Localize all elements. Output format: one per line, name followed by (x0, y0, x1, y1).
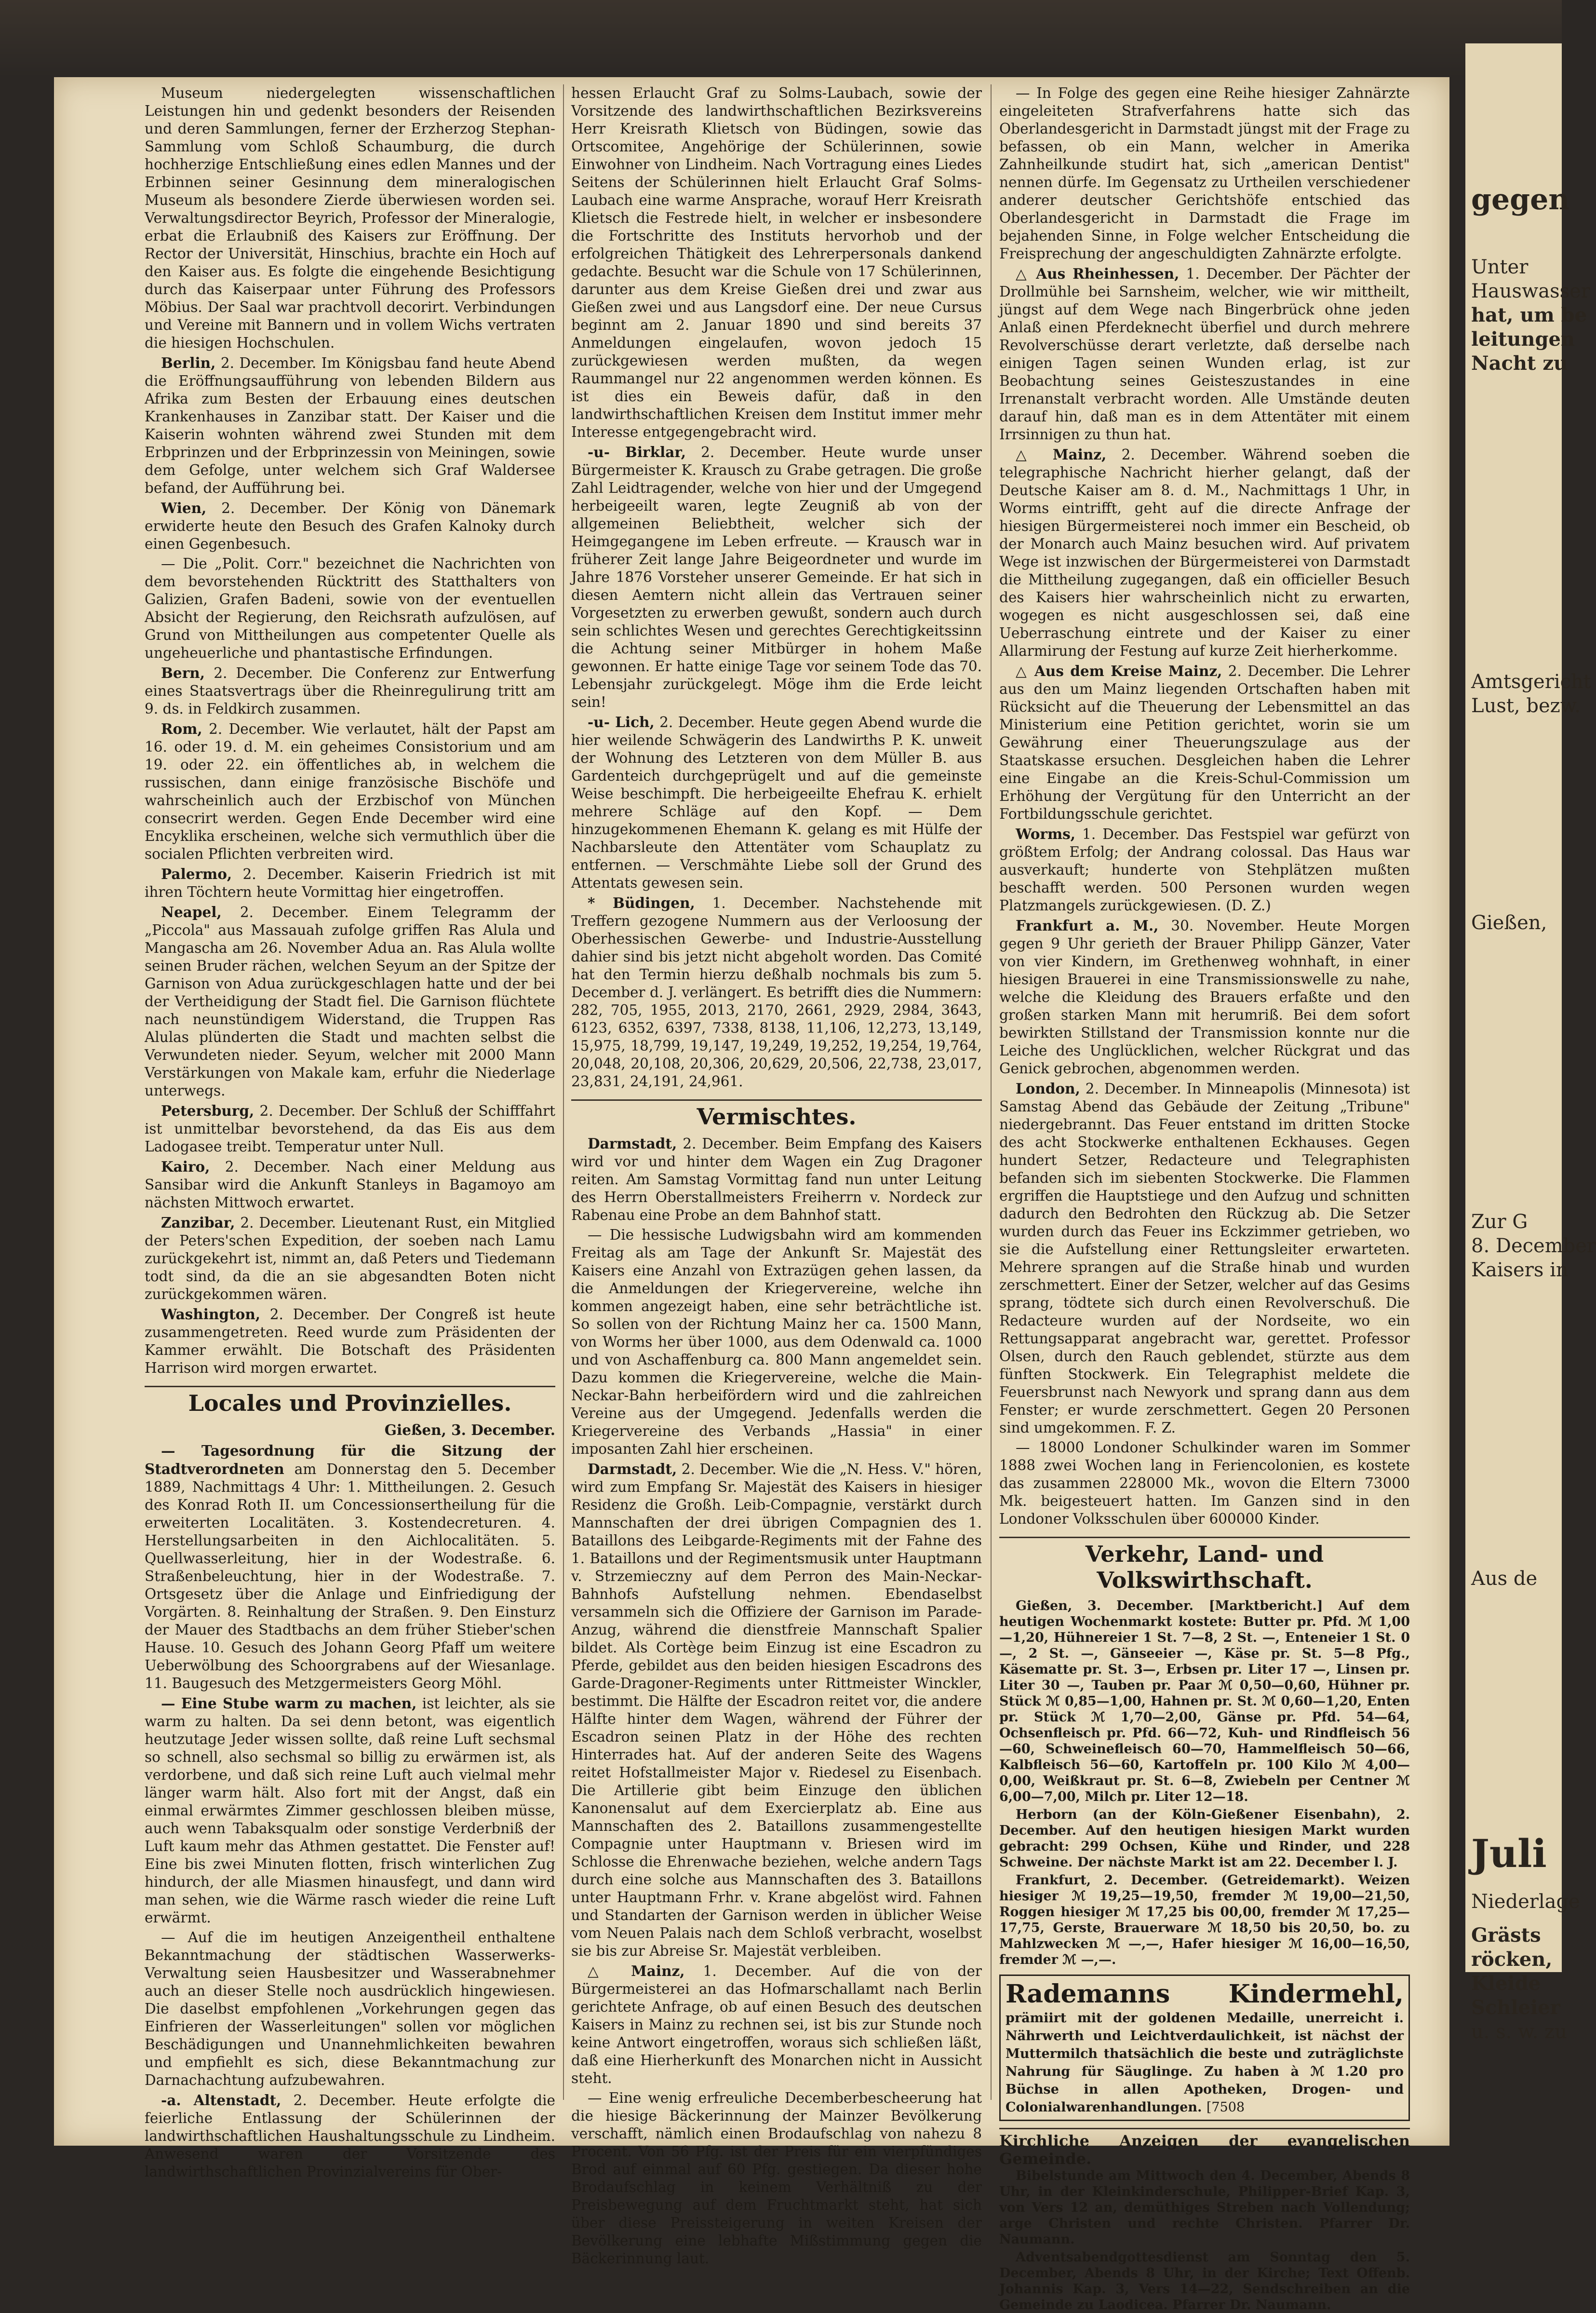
news-text: 1. December. Nachstehende mit Treffern gezogene Nummern aus der Verloosung der Oberhessischen Gewerbe- und Industrie-Ausstellung dahier sind bis jetzt nicht abgeholt worden. Das Comité hat den Termin hierzu deßhalb nochmals bis zum 5. December d. J. verlängert. Es betrifft dies die Nummern: 282, 705, 1955, 2013, 2170, 2661, 2929, 2984, 3643, 6123, 6352, 6397, 7338, 8138, 11,106, 12,273, 13,149, 15,975, 18,799, 19,147, 19,249, 19,252, 19,254, 19,764, 20,048, 20,108, 20,306, 20,629, 20,506, 22,738, 23,017, 23,831, 24,191, 24,961. (571, 895, 982, 1090)
market-report-giessen: Gießen, 3. December. [Marktbericht.] Auf dem heutigen Wochenmarkt kostete: Butter pr. Pfd. ℳ 1,00—1,20, Hühnereier 1 St. 7—8, 2 St. —, Enteneier 1 St. 0—, 2 St. —, Gänseeier —, Käse pr. St. 5—8 Pfg., Käsematte pr. St. 3—, Erbsen pr. Liter 17 —, Linsen pr. Liter 30 —, Tauben pr. Paar ℳ 0,50—0,60, Hühner pr. Stück ℳ 0,85—1,00, Hahnen pr. St. ℳ 0,60—1,20, Enten pr. Stück ℳ 1,70—2,00, Gänse pr. Pfd. 54—64, Ochsenfleisch pr. Pfd. 66—72, Kuh- und Rindfleisch 56—60, Schweinefleisch 60—70, Hammelfleisch 50—66, Kalbfleisch 56—60, Kartoffeln pr. 100 Kilo ℳ 4,00—0,00, Weißkraut pr. St. 6—8, Zwiebeln per Centner ℳ 6,00—7,00, Milch pr. Liter 12—18. (999, 1598, 1410, 1804)
dateline: Berlin, (161, 354, 216, 371)
news-text: 2. December. In Minneapolis (Minnesota) ist Samstag Abend das Gebäude der Zeitung „Tribune" niedergebrannt. Das Feuer entstand im dritten Stocke des acht Stockwerke enthaltenen Eckhauses. Gegen hundert Setzer, Redacteure und Telegraphisten befanden sich im siebenten Stockwerke. Die Flammen ergriffen die Hauptstiege und den Aufzug und schnitten dadurch den Bedrohten den Rückzug ab. Die Setzer wurden durch das Feuer ins Eckzimmer getrieben, wo sie die Aufstellung einer Rettungsleiter erwarteten. Mehrere sprangen auf die Straße hinab und wurden zerschmettert. Einer der Setzer, welcher auf das Gesims sprang, tödtete sich durch einen Revolverschuß. Die Redacteure wurden auf der Nordseite, wo ein Rettungsapparat angebracht war, gerettet. Professor Olsen, durch den Rauch geblendet, stürzte aus dem fünften Stockwerk. Ein Telegraphist meldete die Feuersbrunst nach Newyork und sprang dann aus dem Fenster; er wurde zerschmettert. Gegen 20 Personen sind umgekommen. (999, 1081, 1410, 1436)
news-berlin (145, 354, 555, 497)
dateline: △ Aus Rheinhessen, (1016, 265, 1180, 282)
section-heading-verkehr: Verkehr, Land- und Volkswirthschaft. (999, 1537, 1410, 1593)
news-petersburg (145, 1102, 555, 1156)
news-altenstadt (145, 2091, 555, 2181)
dateline: Frankfurt a. M., (1016, 917, 1159, 934)
news-darmstadt-1 (571, 1135, 982, 1224)
news-stube (145, 1694, 555, 1927)
column-1 (145, 84, 555, 2180)
news-darmstadt-2 (571, 1460, 982, 1960)
paragraph: Museum niedergelegten wissenschaftlichen Leistungen hin und gedenkt besonders der Reisenden und deren Sammlungen, ferner der Erzherzog Stephan-Sammlung vom Schloß Schaumburg, die durch hochherzige Entschließung eines edlen Mannes und der Erbinnen seiner Gesinnung dem mineralogischen Museum als besondere Zierde überwiesen worden sei. Verwaltungsdirector Beyrich, Professor der Mineralogie, erbat die Erlaubniß des Kaisers zur Eröffnung. Der Rector der Universität, Hinschius, brachte ein Hoch auf den Kaiser aus. Es folgte die eingehende Besichtigung durch das Kaiserpaar unter Führung des Professors Möbius. Der Saal war prachtvoll decorirt. Verbindungen und Vereine mit Bannern und in vollem Wichs vertraten die hiesigen Hochschulen. (145, 85, 555, 351)
news-rom (145, 720, 555, 863)
news-birklar (571, 443, 982, 711)
news-mainz-1 (571, 1962, 982, 2087)
book-edge (0, 0, 1562, 77)
dateline: * Büdingen, (588, 894, 695, 911)
ad-text: prämiirt mit der goldenen Medaille, unerreicht i. Nährwerth und Leichtverdaulichkeit, ist nächst der Muttermilch thatsächlich die beste und zuträglichste Nahrung für Säuglinge. Zu haben à ℳ 1.20 pro Büchse in allen Apotheken, Drogen- und Colonialwarenhandlungen. (1006, 2011, 1404, 2115)
fragment: Kleide (1471, 1972, 1541, 1995)
column-2 (571, 84, 982, 2267)
news-text: 2. December. Heute wurde unser Bürgermeister K. Krausch zu Grabe getragen. Die große Zahl Leidtragender, welche von hier und der Umgegend herbeigeeilt waren, legte Zeugniß ab von der allgemeinen Beliebtheit, welcher sich der Heimgegangene im Leben erfreute. — Krausch war in früherer Zeit lange Jahre Beigeordneter und wurde im Jahre 1876 Vorsteher unserer Gemeinde. Er hat sich in diesen Aemtern nicht allein das Vertrauen seiner Vorgesetzten zu erwerben gewußt, sondern auch durch sein schlichtes Wesen und gerechtes Gerechtigkeitssinn die Achtung seiner Mitbürger in hohem Maße gewonnen. Er hatte einige Tage vor seinem Tode das 70. Lebensjahr zurückgelegt. Möge ihm die Erde leicht sein! (571, 444, 982, 710)
news-text: 2. December. Kaiserin Friedrich ist mit ihren Töchtern heute Vormittag hier eingetroffen. (145, 866, 555, 900)
market-report-herborn: Herborn (an der Köln-Gießener Eisenbahn), 2. December. Auf den heutigen hiesigen Markt wurden gebracht: 299 Ochsen, Kühe und Rinder, und 228 Schweine. Der nächste Markt ist am 22. December l. J. (999, 1807, 1410, 1870)
fragment: Nacht zu (1471, 352, 1568, 375)
section-heading-locales: Locales und Provinzielles. (145, 1386, 555, 1416)
news-neapel (145, 903, 555, 1100)
fragment: Unter (1471, 256, 1529, 278)
fragment: Aus de (1471, 1568, 1538, 1590)
market-report-frankfurt: Frankfurt, 2. December. (Getreidemarkt). Weizen hiesiger ℳ 19,25—19,50, fremder ℳ 19,00—21,50, Roggen hiesiger ℳ 17,25 bis 00,00, fremder ℳ 17,25—17,75, Gerste, Brauerware ℳ 18,50 bis 20,50, bo. zu Mahlzwecken ℳ —,—, Hafer hiesiger ℳ 16,00—16,50, fremder ℳ —,—. (999, 1873, 1410, 1967)
dateline: -a. Altenstadt, (161, 2092, 282, 2109)
fragment: Niederlage (1471, 1891, 1580, 1913)
news-zanzibar (145, 1214, 555, 1303)
news-kreis-mainz (999, 662, 1410, 823)
news-text: 30. November. Heute Morgen gegen 9 Uhr gerieth der Brauer Philipp Gänzer, Vater von vier Kindern, im Grethenweg wohnhaft, in einer hiesigen Brauerei in eine Transmissionswelle zu nahe, welche die Kleidung des Brauers erfaßte und den großen starken Mann mit herumriß. Bei dem sofort bewirkten Stillstand der Transmission konnte nur die Leiche des Unglücklichen, welcher Rückgrat und das Genick gebrochen, abgenommen werden. (999, 918, 1410, 1077)
news-text: am Donnerstag den 5. December 1889, Nachmittags 4 Uhr: 1. Mittheilungen. 2. Gesuch des Konrad Roth II. um Concessionsertheilung für die erweiterten Localitäten. 3. Kostendecreturen. 4. Herstellungsarbeiten in den Aichlocalitäten. 5. Quellwasserleitung, hier in der Wodestraße. 6. Straßenbeleuchtung, hier in der Wodestraße. 7. Ortsgesetz über die Anlage und Einfriedigung der Vorgärten. 8. Reinhaltung der Straßen. 9. Den Einsturz der Mauer des Stadtbachs an dem früher Stieber'schen Hause. 10. Gesuch des Johann Georg Pfaff um weitere Ueberwölbung des Schoorgrabens auf der Wiesanlage. 11. Baugesuch des Metzgermeisters Georg Möhl. (145, 1461, 555, 1691)
dateline: Rom, (161, 720, 202, 737)
news-palermo (145, 865, 555, 901)
fragment: Hauswasser (1471, 280, 1590, 302)
fragment: Amtsgericht (1471, 671, 1591, 693)
news-text: 2. December. Wie verlautet, hält der Papst am 16. oder 19. d. M. ein geheimes Consistorium und am 19. oder 22. ein öffentliches ab, in welchem die russischen, dann einige französische Bischöfe und wahrscheinlich auch der Erzbischof von München consecrirt werden. Gegen Ende December wird eine Encyklika erscheinen, welche sich vermuthlich über die socialen Pflichten verbreiten wird. (145, 721, 555, 862)
paragraph: — Die „Polit. Corr." bezeichnet die Nachrichten von dem bevorstehenden Rücktritt des Statthalters von Galizien, Grafen Badeni, sowie von der eventuellen Absicht der Regierung, den Reichsrath aufzulösen, auf Grund von Mittheilungen aus competenter Quelle als ungeheuerliche und phantastische Erfindungen. (145, 555, 555, 661)
ad-title: Rademanns Kindermehl, (1006, 1979, 1404, 2009)
news-text: 2. December. Lieutenant Rust, ein Mitglied der Peters'schen Expedition, der soeben nach Lamu zurückgekehrt ist, nimmt an, daß Peters und Tiedemann todt sind, da die an sie abgesandten Boten nicht zurückgekommen wären. (145, 1215, 555, 1302)
news-text: 1. December. Das Festspiel war gefürzt von größtem Erfolg; der Andrang colossal. Das Haus war ausverkauft; hunderte von Stehplätzen mußten beschafft werden. 500 Personen wurden wegen Platzmangels zurückgewiesen. (999, 826, 1410, 914)
news-kairo (145, 1158, 555, 1212)
column-rule (991, 84, 992, 2100)
dateline: Neapel, (161, 904, 222, 920)
fragment: Gießen, (1471, 912, 1547, 934)
dateline: Darmstadt, (588, 1135, 677, 1152)
dateline: Darmstadt, (588, 1461, 677, 1477)
paragraph: — Auf die im heutigen Anzeigentheil enthaltene Bekanntmachung der städtischen Wasserwerks-Verwaltung seien Hausbesitzer und Wasserabnehmer auch an dieser Stelle noch ausdrücklich hingewiesen. Die daselbst empfohlenen „Vorkehrungen gegen das Einfrieren der Wasserleitungen" sollen vor möglichen Beschädigungen und Unannehmlichkeiten bewahren und empfiehlt es sich, diese Bekanntmachung zur Darnachachtung aufzubewahren. (145, 1929, 555, 2088)
news-text: 2. December. Während soeben die telegraphische Nachricht hierher gelangt, daß der Deutsche Kaiser am 8. d. M., Nachmittags 1 Uhr, in Worms eintrifft, geht auf die directe Anfrage der hiesigen Bürgermeisterei noch immer ein Bescheid, ob der Monarch auch Mainz besuchen wird. Auf privatem Wege ist inzwischen der Bürgermeisterei von Darmstadt die Mittheilung zugegangen, daß ein officieller Besuch des Kaisers hier wahrscheinlich nicht zu erwarten, wogegen es nicht ausgeschlossen sei, daß eine Ueberraschung eintrete und der Kaiser zu einer Allarmirung der Festung auf kurze Zeit hierherkomme. (999, 446, 1410, 659)
column-3 (999, 84, 1410, 2313)
fragment: Zur G (1471, 1211, 1528, 1233)
dateline: Washington, (161, 1306, 261, 1323)
news-washington (145, 1305, 555, 1377)
item-heading: — Tagesordnung für die Sitzung der Stadtverordneten (145, 1442, 555, 1477)
section-heading-vermischtes: Vermischtes. (571, 1099, 982, 1130)
dateline: Bern, (161, 664, 205, 681)
news-london (999, 1080, 1410, 1437)
fragment: Juli (1471, 1831, 1547, 1876)
news-rheinhessen (999, 265, 1410, 444)
fragment: leitungen (1471, 328, 1575, 351)
news-lich (571, 713, 982, 892)
dateline: △ Mainz, (1016, 446, 1107, 463)
news-worms (999, 825, 1410, 915)
news-text: 2. December. Der Schluß der Schifffahrt ist unmittelbar bevorstehend, da das Eis aus dem Ladogasee treibt. Temperatur unter Null. (145, 1103, 555, 1155)
news-bern (145, 664, 555, 718)
news-mainz (999, 446, 1410, 660)
paragraph: — In Folge des gegen eine Reihe hiesiger Zahnärzte eingeleiteten Strafverfahrens hatte sich das Oberlandesgericht in Darmstadt jüngst mit der Frage zu befassen, ob ein Mann, welcher in Amerika Zahnheilkunde studirt hat, sich „american Dentist" nennen dürfe. Im Gegensatz zu Urtheilen verschiedener anderer deutscher Gerichtshöfe entschied das Oberlandesgericht in Darmstadt die Frage im bejahenden Sinne, in Folge welcher Entscheidung die Freisprechung der angeschuldigten Zahnärzte erfolgte. (999, 85, 1410, 262)
dateline: -u- Birklar, (588, 444, 686, 460)
news-text: 2. December. Im Königsbau fand heute Abend die Eröffnungsaufführung von lebenden Bildern aus Afrika zum Besten der Erbauung eines deutschen Krankenhauses in Zanzibar statt. Der Kaiser und die Kaiserin wohnten während zwei Stunden mit dem Erbprinzen und der Erbprinzessin von Meiningen, sowie dem Gefolge, unter welchem sich Graf Waldersee befand, der Aufführung bei. (145, 355, 555, 496)
church-notice: Adventsabendgottesdienst am Sonntag den 5. December, Abends 8 Uhr, in der Kirche; Text Offenb. Johannis Kap. 3, Vers 14—22, Sendschreiben an die Gemeinde zu Laodicea. Pfarrer Dr. Naumann. (999, 2250, 1410, 2313)
item-heading: — Eine Stube warm zu machen, (161, 1695, 417, 1712)
news-wien (145, 499, 555, 553)
news-text: 2. December. Beim Empfang des Kaisers wird vor und hinter dem Wagen ein Zug Dragoner reiten. Am Samstag Vormittag fand nun unter Leitung des Herrn Oberstallmeisters Freiherrn v. Nordeck zur Rabenau eine Probe an dem Bahnhof statt. (571, 1136, 982, 1223)
news-text: 2. December. Heute erfolgte die feierliche Entlassung der Schülerinnen der landwirthschaftlichen Haushaltungsschule zu Lindheim. Anwesend waren der Vorsitzende des landwirthschaftlichen Provinzialvereins für Ober- (145, 2092, 555, 2180)
source-tag: F. Z. (1144, 1420, 1176, 1436)
church-notices-heading: Kirchliche Anzeigen der evangelischen Gemeinde. (999, 2128, 1410, 2168)
news-frankfurt (999, 917, 1410, 1078)
fragment: Lust, bezw. (1471, 695, 1581, 717)
dateline: △ Aus dem Kreise Mainz, (1016, 663, 1222, 679)
fragment: Schleier (1471, 1996, 1560, 2019)
fragment: Grästs (1471, 1924, 1541, 1947)
paragraph: — 18000 Londoner Schulkinder waren im Sommer 1888 zwei Wochen lang in Feriencolonien, es kostete das zusammen 228000 Mk., wovon die Eltern 73000 Mk. beigesteuert hatten. Im Ganzen sind in den Londoner Volksschulen über 600000 Kinder. (999, 1439, 1410, 1527)
paragraph: — Die hessische Ludwigsbahn wird am kommenden Freitag als am Tage der Ankunft Sr. Majestät des Kaisers eine Anzahl von Extrazügen gehen lassen, da die Anmeldungen der Kriegervereine, welche ihn kommen angezeigt haben, eine sehr beträchtliche ist. So sollen von der Richtung Mainz her ca. 1500 Mann, von Worms her über 1000, aus dem Odenwald ca. 1000 und von Aschaffenburg ca. 800 Mann angemeldet sein. Dazu kommen die Kriegervereine, welche die Main-Neckar-Bahn herbeifördern wird und die zahlreichen Vereine aus der Umgegend. Jedenfalls werden die Kriegervereine des Verbands „Hassia" in einer imposanten Zahl hier erscheinen. (571, 1227, 982, 1457)
dateline: Petersburg, (161, 1102, 255, 1119)
fragment: hat, um be (1471, 304, 1587, 326)
news-buedingen (571, 894, 982, 1091)
fragment: röcken, (1471, 1948, 1553, 1971)
paragraph: — Eine wenig erfreuliche Decemberbescheerung hat die hiesige Bäckerinnung der Mainzer Bevölkerung verschafft, nämlich einen Brodaufschlag von nahezu 8 Procent. Von 56 Pfg. ist der Preis für ein vierpfündiges Brod auf einmal auf 60 Pfg. gestiegen. Da dieser hohe Brodaufschlag in keinem Verhältniß zu der Preisbewegung auf dem Fruchtmarkt steht, hat sich über diese Preissteigerung in weiten Kreisen der Bevölkerung eine lebhafte Mißstimmung gegen die Bäckerinnung laut. (571, 2090, 982, 2267)
column-rule (563, 84, 564, 2100)
adjacent-page-edge (1465, 43, 1596, 2043)
fragment: u. s. w. zu (1471, 2021, 1567, 2043)
news-text: 2. December. Wie die „N. Hess. V." hören, wird zum Empfang Sr. Majestät des Kaisers in hiesiger Residenz die Großh. Leib-Compagnie, verstärkt durch Mannschaften der drei übrigen Compagnien des 1. Bataillons des Leibgarde-Regiments mit der Fahne des 1. Bataillons und der Regimentsmusik unter Hauptmann v. Strzemieczny auf dem Perron des Main-Neckar-Bahnhofs Aufstellung nehmen. Ebendaselbst versammeln sich die Offiziere der Garnison im Parade-Anzug, während die dienstfreie Mannschaft Spalier bildet. Als Cortège beim Einzug ist eine Escadron zu Pferde, gebildet aus den beiden hiesigen Escadrons des Garde-Dragoner-Regiments unter Rittmeister Winckler, bestimmt. Die Hälfte der Escadron reitet vor, die andere Hälfte hinter dem Wagen, während der Führer der Escadron seinen Platz in der Höhe des rechten Hinterrades hat. Auf der anderen Seite des Wagens reitet Hofstallmeister Major v. Riedesel zu Eisenbach. Die Artillerie gibt beim Einzuge den üblichen Kanonensalut auf dem Exercierplatz ab. Eine aus Mannschaften des 2. Bataillons zusammengestellte Compagnie unter Hauptmann v. Briesen wird im Schlosse die Ehrenwache beziehen, welche andern Tags durch eine solche aus Mannschaften des 3. Bataillons unter Hauptmann Frhr. v. Krane abgelöst wird. Fahnen und Standarten der Garnison werden in üblicher Weise vom Neuen Palais nach dem Schloß verbracht, woselbst sie bis zur Abreise Sr. Majestät verbleiben. (571, 1461, 982, 1959)
dateline: Kairo, (161, 1158, 210, 1175)
news-text: 2. December. Die Conferenz zur Entwerfung eines Staatsvertrags über die Rheinregulirung tritt am 9. ds. in Feldkirch zusammen. (145, 665, 555, 717)
dateline: -u- Lich, (588, 714, 655, 730)
news-text: 2. December. Einem Telegramm der „Piccola" aus Massauah zufolge griffen Ras Alula und Mangascha am 26. November Adua an. Ras Alula wollte seinen Bruder rächen, welchen Seyum an der Spitze der Garnison von Adua zurückgeschlagen hatte und der bei der Vertheidigung der Stadt fiel. Die Garnison flüchtete nach neunstündigem Widerstand, die Truppen Ras Alulas plünderten die Stadt und machten selbst die Verwundeten nieder. Seyum, welcher mit 2000 Mann Verstärkungen von Makale kam, erfuhr die Niederlage unterwegs. (145, 904, 555, 1099)
news-text: 2. December. Der König von Dänemark erwiderte heute den Besuch des Grafen Kalnoky durch einen Gegenbesuch. (145, 500, 555, 552)
advertisement-kindermehl (999, 1975, 1410, 2121)
dateline: London, (1016, 1080, 1080, 1097)
dateline: Wien, (161, 500, 207, 516)
fragment: 8. December (1471, 1235, 1596, 1257)
dateline: Palermo, (161, 866, 232, 882)
news-text: 2. December. Die Lehrer aus den um Mainz liegenden Ortschaften haben mit Rücksicht auf die Theuerung der Lebensmittel an das Ministerium eine Petition gerichtet, worin sie um Gewährung einer Theuerungszulage aus der Staatskasse ersuchen. Desgleichen haben die Lehrer eine Eingabe an die Kreis-Schul-Commission um Erhöhung der Vergütung für den Unterricht an der Fortbildungsschule gerichtet. (999, 663, 1410, 822)
paragraph: hessen Erlaucht Graf zu Solms-Laubach, sowie der Vorsitzende des landwirthschaftlichen Bezirksvereins Herr Kreisrath Klietsch von Büdingen, sowie das Ortscomitee, Angehörige der Schülerinnen, sowie Einwohner von Lindheim. Nach Vortragung eines Liedes Seitens der Schülerinnen hielt Erlaucht Graf Solms-Laubach eine warme Ansprache, worauf Herr Kreisrath Klietsch die Festrede hielt, in welcher er insbesondere die Fortschritte des Instituts hervorhob und der erfolgreichen Thätigkeit des Lehrerpersonals dankend gedachte. Besucht war die Schule von 17 Schülerinnen, darunter aus dem Kreise Gießen drei und zwar aus Gießen zwei und aus Langsdorf eine. Der neue Cursus beginnt am 2. Januar 1890 und sind bereits 37 Anmeldungen eingelaufen, wovon jedoch 15 zurückgewiesen werden mußten, da wegen Raummangel nur 22 angenommen werden können. Es ist dies ein Beweis dafür, daß in den landwirthschaftlichen Kreisen dem Institut immer mehr Interesse entgegengebracht wird. (571, 85, 982, 440)
church-notice: Bibelstunde am Mittwoch den 4. December, Abends 8 Uhr, in der Kleinkinderschule, Philipper-Brief Kap. 3, von Vers 12 an, demüthiges Streben nach Vollendung; arge Christen und rechte Christen. Pfarrer Dr. Naumann. (999, 2168, 1410, 2247)
dateline: Zanzibar, (161, 1214, 235, 1231)
news-text: ist leichter, als sie warm zu halten. Da sei denn betont, was eigentlich heutzutage Jeder wissen sollte, daß reine Luft sechsmal so schnell, also sechsmal so billig zu erwärmen ist, als verdorbene, und daß sich reine Luft auch vielmal mehr länger warm hält. Also fort mit der Angst, daß ein einmal erwärmtes Zimmer geschlossen bleiben müsse, auch wenn Tabaksqualm oder sonstige Verderbniß der Luft kaum mehr das Athmen gestattet. Die Fenster auf! Eine bis zwei Minuten flotten, frisch winterlichen Zug hindurch, der alle Miasmen hinausfegt, und dann wird man sehen, wie die Wärme rasch wieder die reine Luft erwärmt. (145, 1695, 555, 1926)
news-text: 2. December. Nach einer Meldung aus Sansibar wird die Ankunft Stanleys in Bagamoyo am nächsten Mittwoch erwartet. (145, 1159, 555, 1211)
dateline-giessen: Gießen, 3. December. (384, 1421, 555, 1438)
ad-number: [7508 (1206, 2100, 1245, 2115)
dateline: △ Mainz, (588, 1962, 685, 1979)
news-text: 1. December. Der Pächter der Drollmühle bei Sarnsheim, welcher, wie wir mittheilt, jüngst auf dem Wege nach Bingerbrück ohne jeden Anlaß einen Pferdeknecht überfiel und durch mehrere Revolverschüsse derart verletzte, daß derselbe nach einigen Tagen seinen Wunden erlag, ist zur Beobachtung seines Geisteszustandes in eine Irrenanstalt verbracht worden. Alle Umstände deuten darauf hin, daß man es in dem Attentäter mit einem Irrsinnigen zu thun hat. (999, 266, 1410, 443)
fragment: Kaisers in (1471, 1259, 1569, 1281)
source-tag: (D. Z.) (1226, 897, 1271, 914)
dateline: Worms, (1016, 825, 1076, 842)
news-text: 2. December. Der Congreß ist heute zusammengetreten. Reed wurde zum Präsidenten der Kammer erwählt. Die Botschaft des Präsidenten Harrison wird morgen erwartet. (145, 1306, 555, 1376)
fragment: gegen (1471, 183, 1569, 216)
news-tagesordnung (145, 1442, 555, 1692)
news-text: 1. December. Auf die von der Bürgermeisterei an das Hofmarschallamt nach Berlin gerichtete Anfrage, ob auf einen Besuch des deutschen Kaisers in Mainz zu rechnen sei, ist bis zur Stunde noch keine Antwort eingetroffen, woraus sich schließen läßt, daß eine Hierherkunft des Monarchen nicht in Aussicht steht. (571, 1963, 982, 2086)
news-text: 2. December. Heute gegen Abend wurde die hier weilende Schwägerin des Landwirths P. K. unweit der Wohnung des Letzteren von dem Müller B. aus Gardenteich durchgeprügelt und auf die gemeinste Weise beschimpft. Die herbeigeeilte Ehefrau K. erhielt mehrere Schläge auf den Kopf. — Dem hinzugekommenen Ehemann K. gelang es mit Hülfe der Nachbarsleute den Attentäter vom Schauplatz zu entfernen. — Verschmähte Liebe soll der Grund des Attentats gewesen sein. (571, 714, 982, 891)
